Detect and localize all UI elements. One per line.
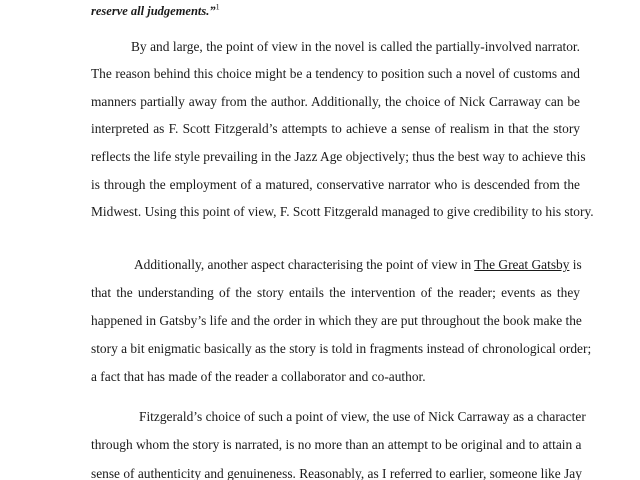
paragraph-line: a fact that has made of the reader a collaborator and co-author. xyxy=(91,369,426,384)
paragraph-line: By and large, the point of view in the novel is called the partially-involved narrator. xyxy=(131,39,580,54)
paragraph-line: that the understanding of the story entails the intervention of the reader; events as they xyxy=(91,285,580,300)
paragraph-line: story a bit enigmatic basically as the story is told in fragments instead of chronological order; xyxy=(91,341,592,356)
paragraph-line: happened in Gatsby’s life and the order in which they are put throughout the book make the xyxy=(91,313,582,328)
paragraph-text: Additionally, another aspect characterising the point of view in xyxy=(134,257,472,272)
paragraph-line: through whom the story is narrated, is no more than an attempt to be original and to attain a xyxy=(91,437,582,452)
paragraph-line: Fitzgerald’s choice of such a point of view, the use of Nick Carraway as a character xyxy=(139,409,586,424)
footnote-marker: 1 xyxy=(215,2,220,12)
paragraph-line: The reason behind this choice might be a tendency to position such a novel of customs and xyxy=(91,66,580,81)
paragraph-text: is xyxy=(572,257,582,272)
paragraph-line-with-title xyxy=(134,257,580,273)
quote-tail-text: reserve all judgements.” xyxy=(91,4,216,18)
paragraph-line: reflects the life style prevailing in the Jazz Age objectively; thus the best way to achieve this xyxy=(91,149,586,164)
paragraph-line: sense of authenticity and genuineness. Reasonably, as I referred to earlier, someone like Jay xyxy=(91,466,582,480)
paragraph-line: is through the employment of a matured, conservative narrator who is descended from the xyxy=(91,177,580,192)
quote-tail xyxy=(91,3,220,19)
paragraph-line: manners partially away from the author. Additionally, the choice of Nick Carraway can be xyxy=(91,94,580,109)
paragraph-line: interpreted as F. Scott Fitzgerald’s attempts to achieve a sense of realism in that the story xyxy=(91,121,580,136)
book-title: The Great Gatsby xyxy=(474,257,570,272)
paragraph-line: Midwest. Using this point of view, F. Scott Fitzgerald managed to give credibility to his story. xyxy=(91,204,594,219)
